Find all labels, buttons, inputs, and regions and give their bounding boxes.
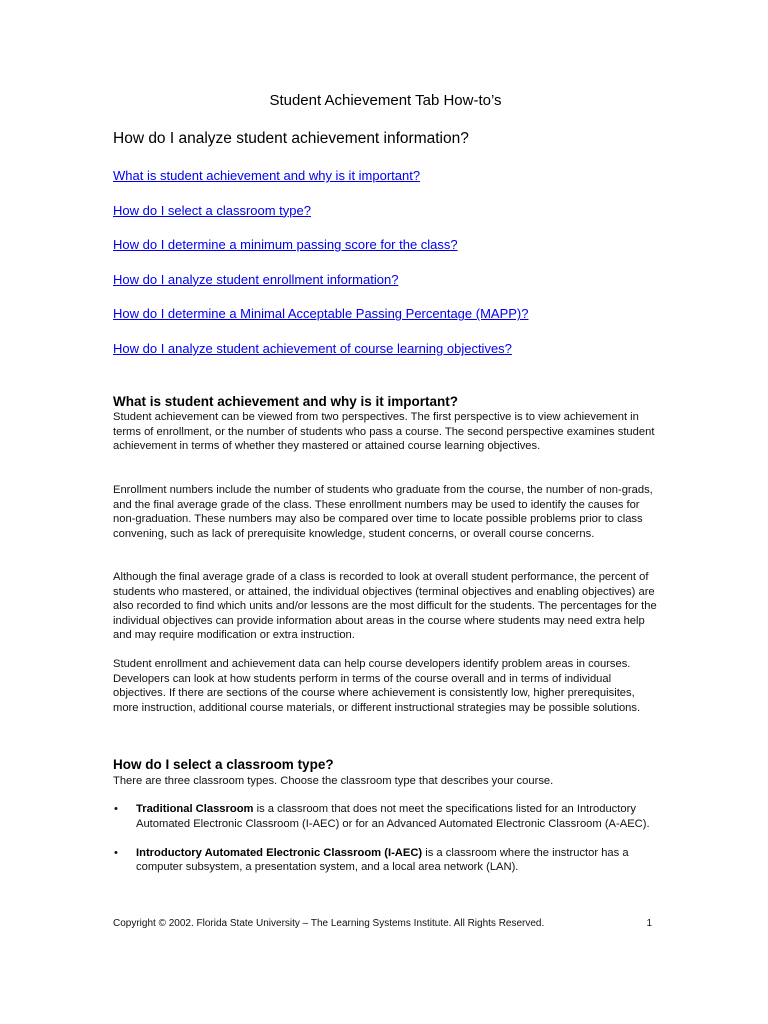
section-heading-classroom-type: How do I select a classroom type? bbox=[113, 757, 334, 772]
bullet-icon: • bbox=[114, 846, 118, 859]
paragraph: Student enrollment and achievement data can help course developers identify problem areas in courses. Developers can look at how students perform in terms of the course overall and in terms of individual objectives. If there are sections of the course where achievement is consistently low, higher prerequisites, more instruction, additional course materials, or different instructional strategies may be possible solutions. bbox=[113, 658, 641, 714]
classroom-type-list bbox=[113, 802, 658, 889]
toc-link-student-achievement[interactable]: What is student achievement and why is it important? bbox=[113, 168, 421, 183]
bullet-term: Traditional Classroom bbox=[136, 803, 254, 815]
toc-link-classroom-type[interactable]: How do I select a classroom type? bbox=[113, 202, 311, 218]
page-number: 1 bbox=[646, 918, 652, 929]
toc-link-mapp[interactable]: How do I determine a Minimal Acceptable Passing Percentage (MAPP)? bbox=[113, 306, 529, 322]
toc-link-learning-objectives[interactable]: How do I analyze student achievement of course learning objectives? bbox=[113, 340, 512, 356]
page-title: Student Achievement Tab How-to’s bbox=[269, 92, 502, 109]
list-item bbox=[113, 802, 658, 831]
paragraph: There are three classroom types. Choose the classroom type that describes your course. bbox=[113, 775, 554, 787]
toc-item bbox=[113, 237, 528, 272]
toc-item bbox=[113, 272, 528, 307]
copyright-text: Copyright © 2002. Florida State University – The Learning Systems Institute. All Rights Reserved. bbox=[113, 918, 545, 929]
bullet-text: is a classroom that does not meet the specifications listed for an Introductory Automated Electronic Classroom (I-AEC) or for an Advanced Automated Electronic Classroom (A-AEC). bbox=[136, 803, 650, 830]
list-item bbox=[113, 846, 658, 875]
toc-item bbox=[113, 341, 528, 376]
paragraph: Student achievement can be viewed from two perspectives. The first perspective is to view achievement in terms of enrollment, or the number of students who pass a course. The second perspective examines student achievement in terms of whether they mastered or attained course learning objectives. bbox=[113, 411, 655, 452]
section-heading-student-achievement: What is student achievement and why is it important? bbox=[113, 394, 459, 409]
page-footer bbox=[113, 918, 658, 929]
table-of-contents bbox=[113, 168, 528, 376]
paragraph: Although the final average grade of a class is recorded to look at overall student performance, the percent of students who mastered, or attained, the individual objectives (terminal objectives and enabling objectives) are also recorded to find which units and/or lessons are the most difficult for the students. The percentages for the individual objectives can provide information about areas in the course where students may need extra help and may require modification or extra instruction. bbox=[113, 571, 657, 641]
toc-item bbox=[113, 203, 528, 238]
bullet-text: is a classroom where the instructor has a computer subsystem, a presentation system, and a local area network (LAN). bbox=[136, 846, 629, 873]
toc-item bbox=[113, 306, 528, 341]
page-subtitle: How do I analyze student achievement information? bbox=[113, 130, 469, 147]
bullet-icon: • bbox=[114, 803, 118, 815]
paragraph: Enrollment numbers include the number of students who graduate from the course, the number of non-grads, and the final average grade of the class. These enrollment numbers may be used to identify the causes for non-graduation. These numbers may also be compared over time to locate possible problems prior to class convening, such as lack of prerequisite knowledge, student concerns, or overall course concerns. bbox=[113, 484, 653, 540]
toc-link-minimum-passing-score[interactable]: How do I determine a minimum passing score for the class? bbox=[113, 237, 458, 253]
toc-item bbox=[113, 168, 528, 203]
toc-link-enrollment-information[interactable]: How do I analyze student enrollment information? bbox=[113, 271, 399, 287]
bullet-term: Introductory Automated Electronic Classroom (I-AEC) bbox=[136, 846, 423, 859]
